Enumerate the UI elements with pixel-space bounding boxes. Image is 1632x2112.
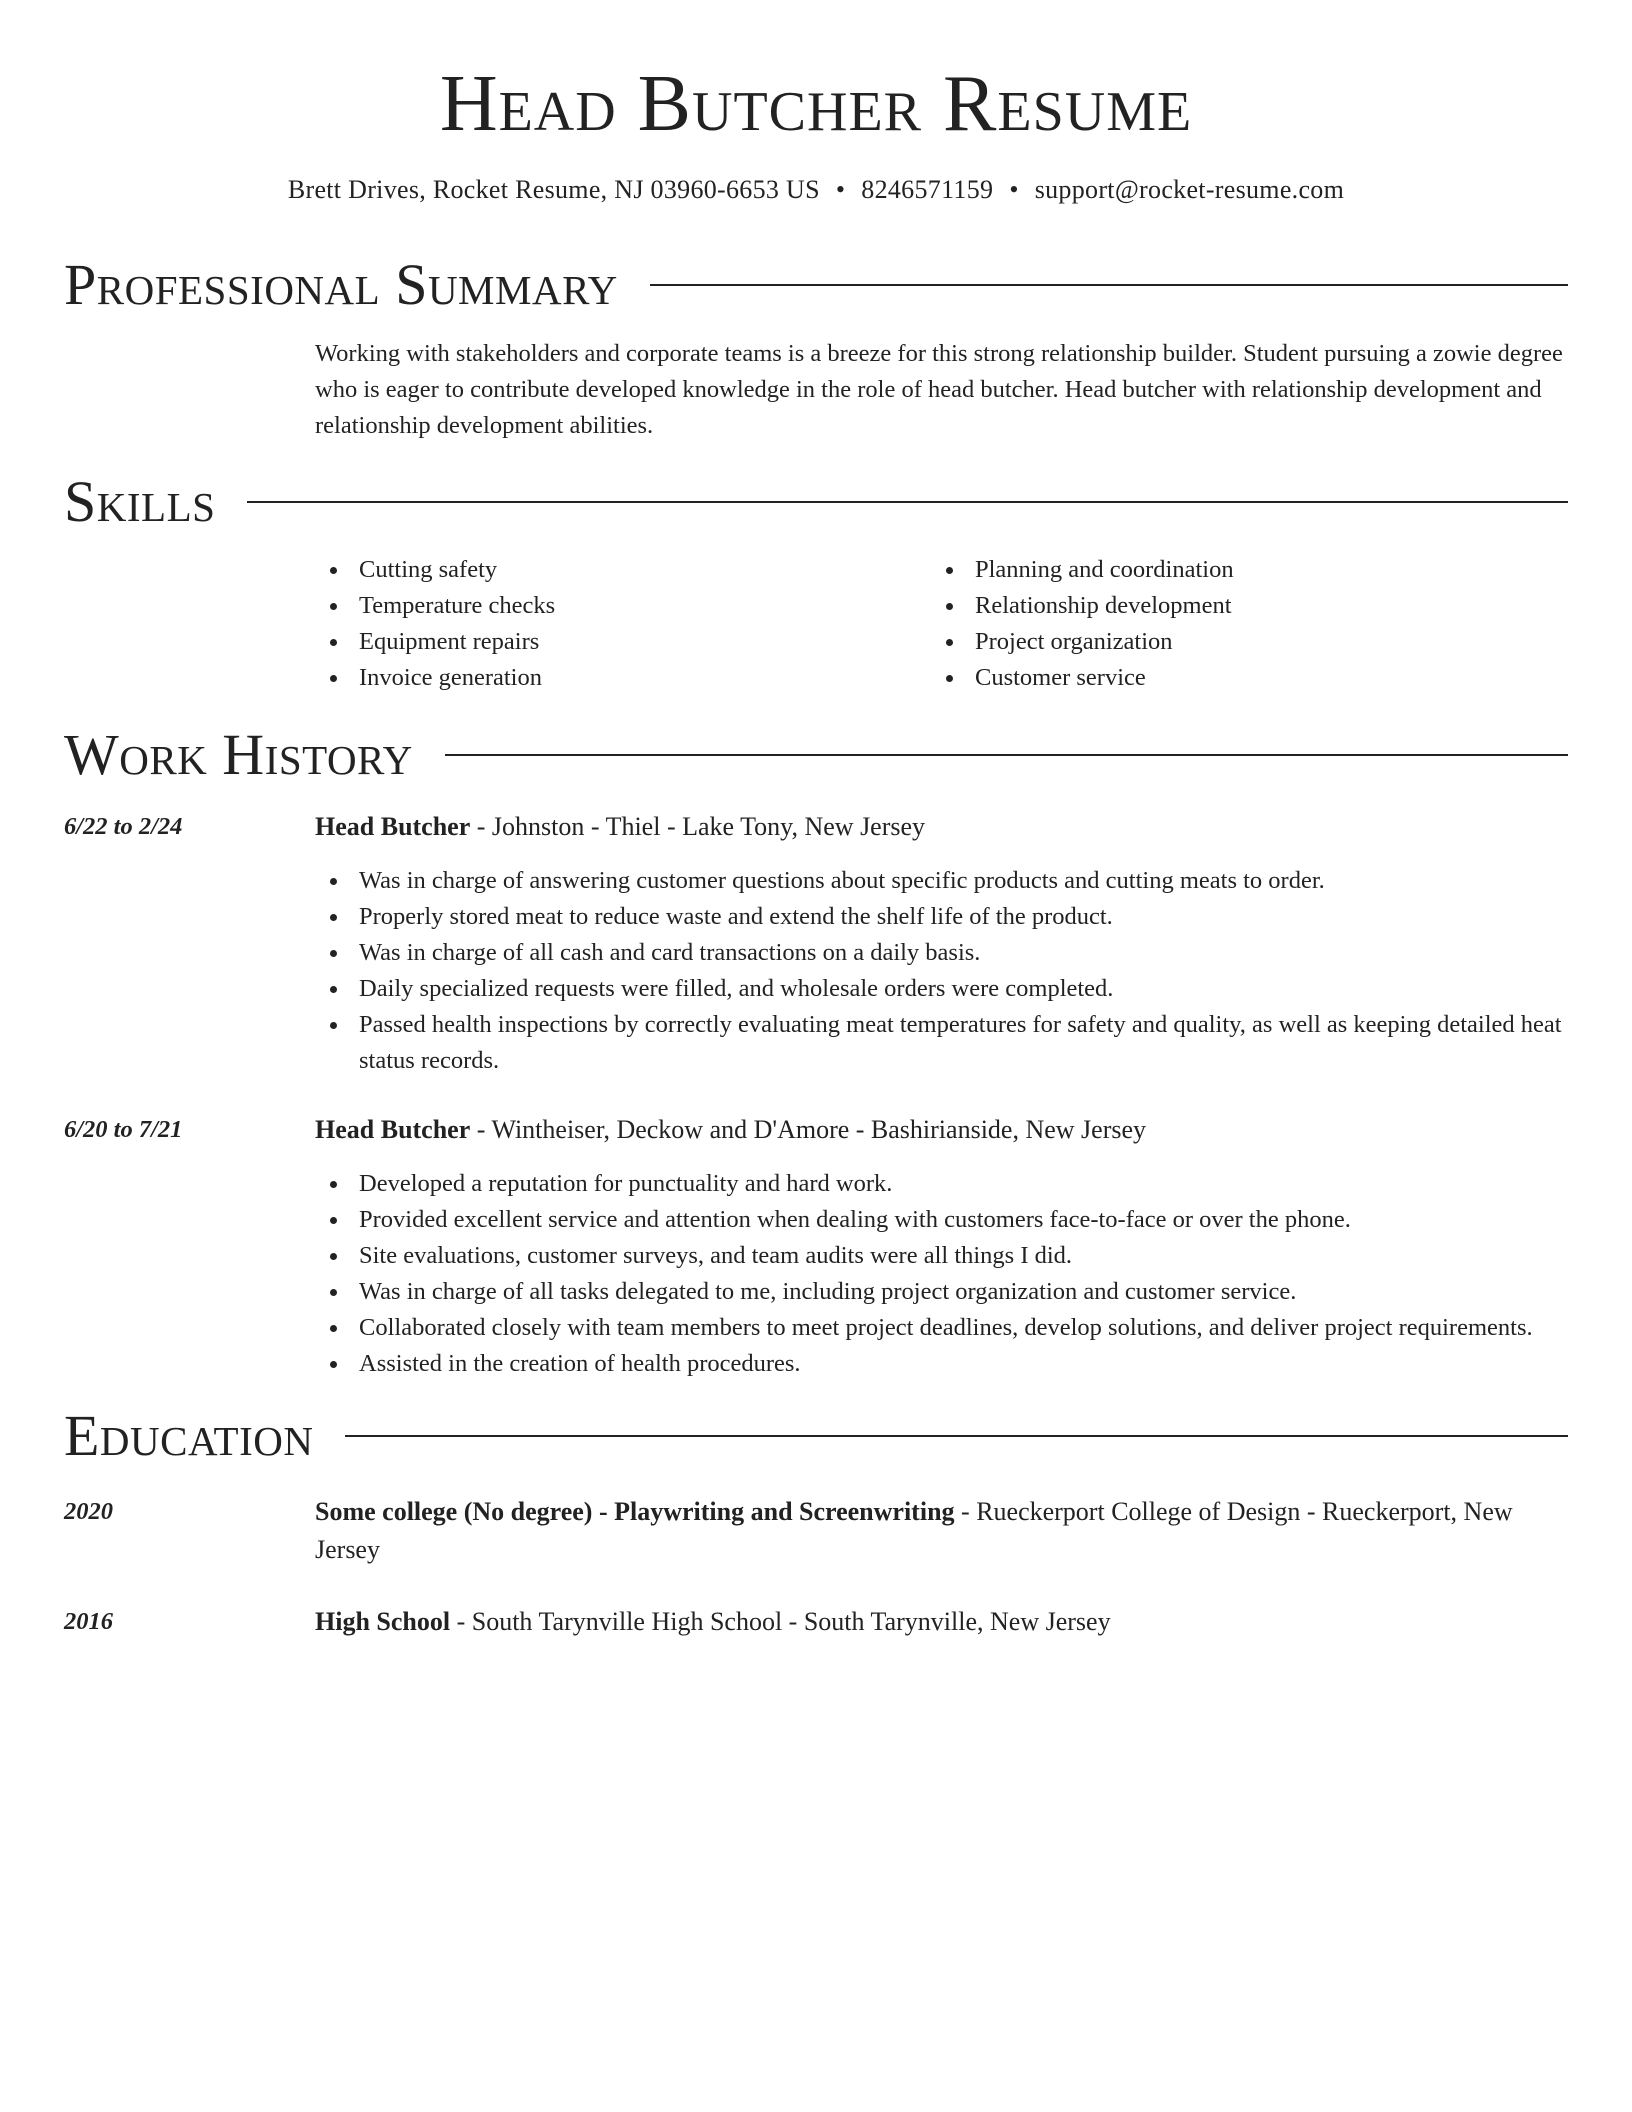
skills-heading: Skills — [64, 469, 216, 534]
skill-item: Equipment repairs — [315, 624, 915, 660]
skills-list-left — [315, 552, 915, 696]
skill-item: Customer service — [931, 660, 1531, 696]
address: Brett Drives, Rocket Resume, NJ 03960-6653 US — [287, 175, 820, 204]
skill-item: Invoice generation — [315, 660, 915, 696]
skill-item: Cutting safety — [315, 552, 915, 588]
phone: 8246571159 — [861, 175, 994, 204]
summary-text: Working with stakeholders and corporate teams is a breeze for this strong relationship builder. Student pursuing a zowie degree who is eager to contribute developed knowledge in the role of head butcher. Head butcher with relationship development and relationship development abilities. — [315, 340, 1563, 439]
work-heading: Work History — [64, 722, 413, 787]
education-year: 2020 — [64, 1498, 113, 1525]
skill-item: Project organization — [931, 624, 1531, 660]
section-divider — [650, 284, 1568, 286]
job-bullets — [315, 863, 1568, 1079]
list-item: Passed health inspections by correctly evaluating meat temperatures for safety and quality, as well as keeping detailed heat status records. — [315, 1007, 1568, 1079]
summary-section-header — [64, 252, 1568, 318]
list-item: Was in charge of all tasks delegated to me, including project organization and customer service. — [315, 1274, 1568, 1310]
skill-item: Planning and coordination — [931, 552, 1531, 588]
section-divider — [345, 1435, 1568, 1437]
skills-list-right — [931, 552, 1531, 696]
list-item: Properly stored meat to reduce waste and extend the shelf life of the product. — [315, 899, 1568, 935]
job-title: Head Butcher — [315, 1115, 471, 1144]
job-dates: 6/20 to 7/21 — [64, 1116, 183, 1143]
job-bullets — [315, 1166, 1568, 1382]
education-entry — [315, 1493, 1568, 1569]
contact-separator: • — [835, 175, 846, 204]
list-item: Was in charge of all cash and card transactions on a daily basis. — [315, 935, 1568, 971]
education-section-header — [64, 1403, 1568, 1469]
skill-item: Temperature checks — [315, 588, 915, 624]
job-title: Head Butcher — [315, 812, 471, 841]
list-item: Site evaluations, customer surveys, and team audits were all things I did. — [315, 1238, 1568, 1274]
education-year: 2016 — [64, 1608, 113, 1635]
skill-item: Relationship development — [931, 588, 1531, 624]
contact-line — [64, 172, 1568, 208]
education-entry — [315, 1603, 1568, 1641]
job-dates: 6/22 to 2/24 — [64, 813, 183, 840]
school-details: - South Tarynville High School - South Tarynville, New Jersey — [450, 1607, 1111, 1636]
section-divider — [247, 501, 1568, 503]
list-item: Assisted in the creation of health procedures. — [315, 1346, 1568, 1382]
degree: High School — [315, 1607, 451, 1636]
job-header — [315, 808, 1568, 846]
job-details: - Johnston - Thiel - Lake Tony, New Jersey — [470, 812, 926, 841]
list-item: Collaborated closely with team members to meet project deadlines, develop solutions, and deliver project requirements. — [315, 1310, 1568, 1346]
education-heading: Education — [64, 1403, 314, 1468]
degree: Some college (No degree) - Playwriting and Screenwriting — [315, 1497, 955, 1526]
section-divider — [445, 754, 1568, 756]
work-section-header — [64, 722, 1568, 788]
email-link[interactable]: support@rocket-resume.com — [1034, 175, 1345, 204]
list-item: Developed a reputation for punctuality and hard work. — [315, 1166, 1568, 1202]
summary-heading: Professional Summary — [64, 252, 618, 317]
job-details: - Wintheiser, Deckow and D'Amore - Bashirianside, New Jersey — [470, 1115, 1147, 1144]
skills-section-header — [64, 469, 1568, 535]
list-item: Provided excellent service and attention when dealing with customers face-to-face or over the phone. — [315, 1202, 1568, 1238]
school-details: - Rueckerport College of Design - Rueckerport, New Jersey — [315, 1497, 1513, 1564]
contact-separator: • — [1009, 175, 1019, 204]
list-item: Daily specialized requests were filled, and wholesale orders were completed. — [315, 971, 1568, 1007]
job-header — [315, 1111, 1568, 1149]
list-item: Was in charge of answering customer questions about specific products and cutting meats to order. — [315, 863, 1568, 899]
page-title: Head Butcher Resume — [439, 60, 1193, 148]
